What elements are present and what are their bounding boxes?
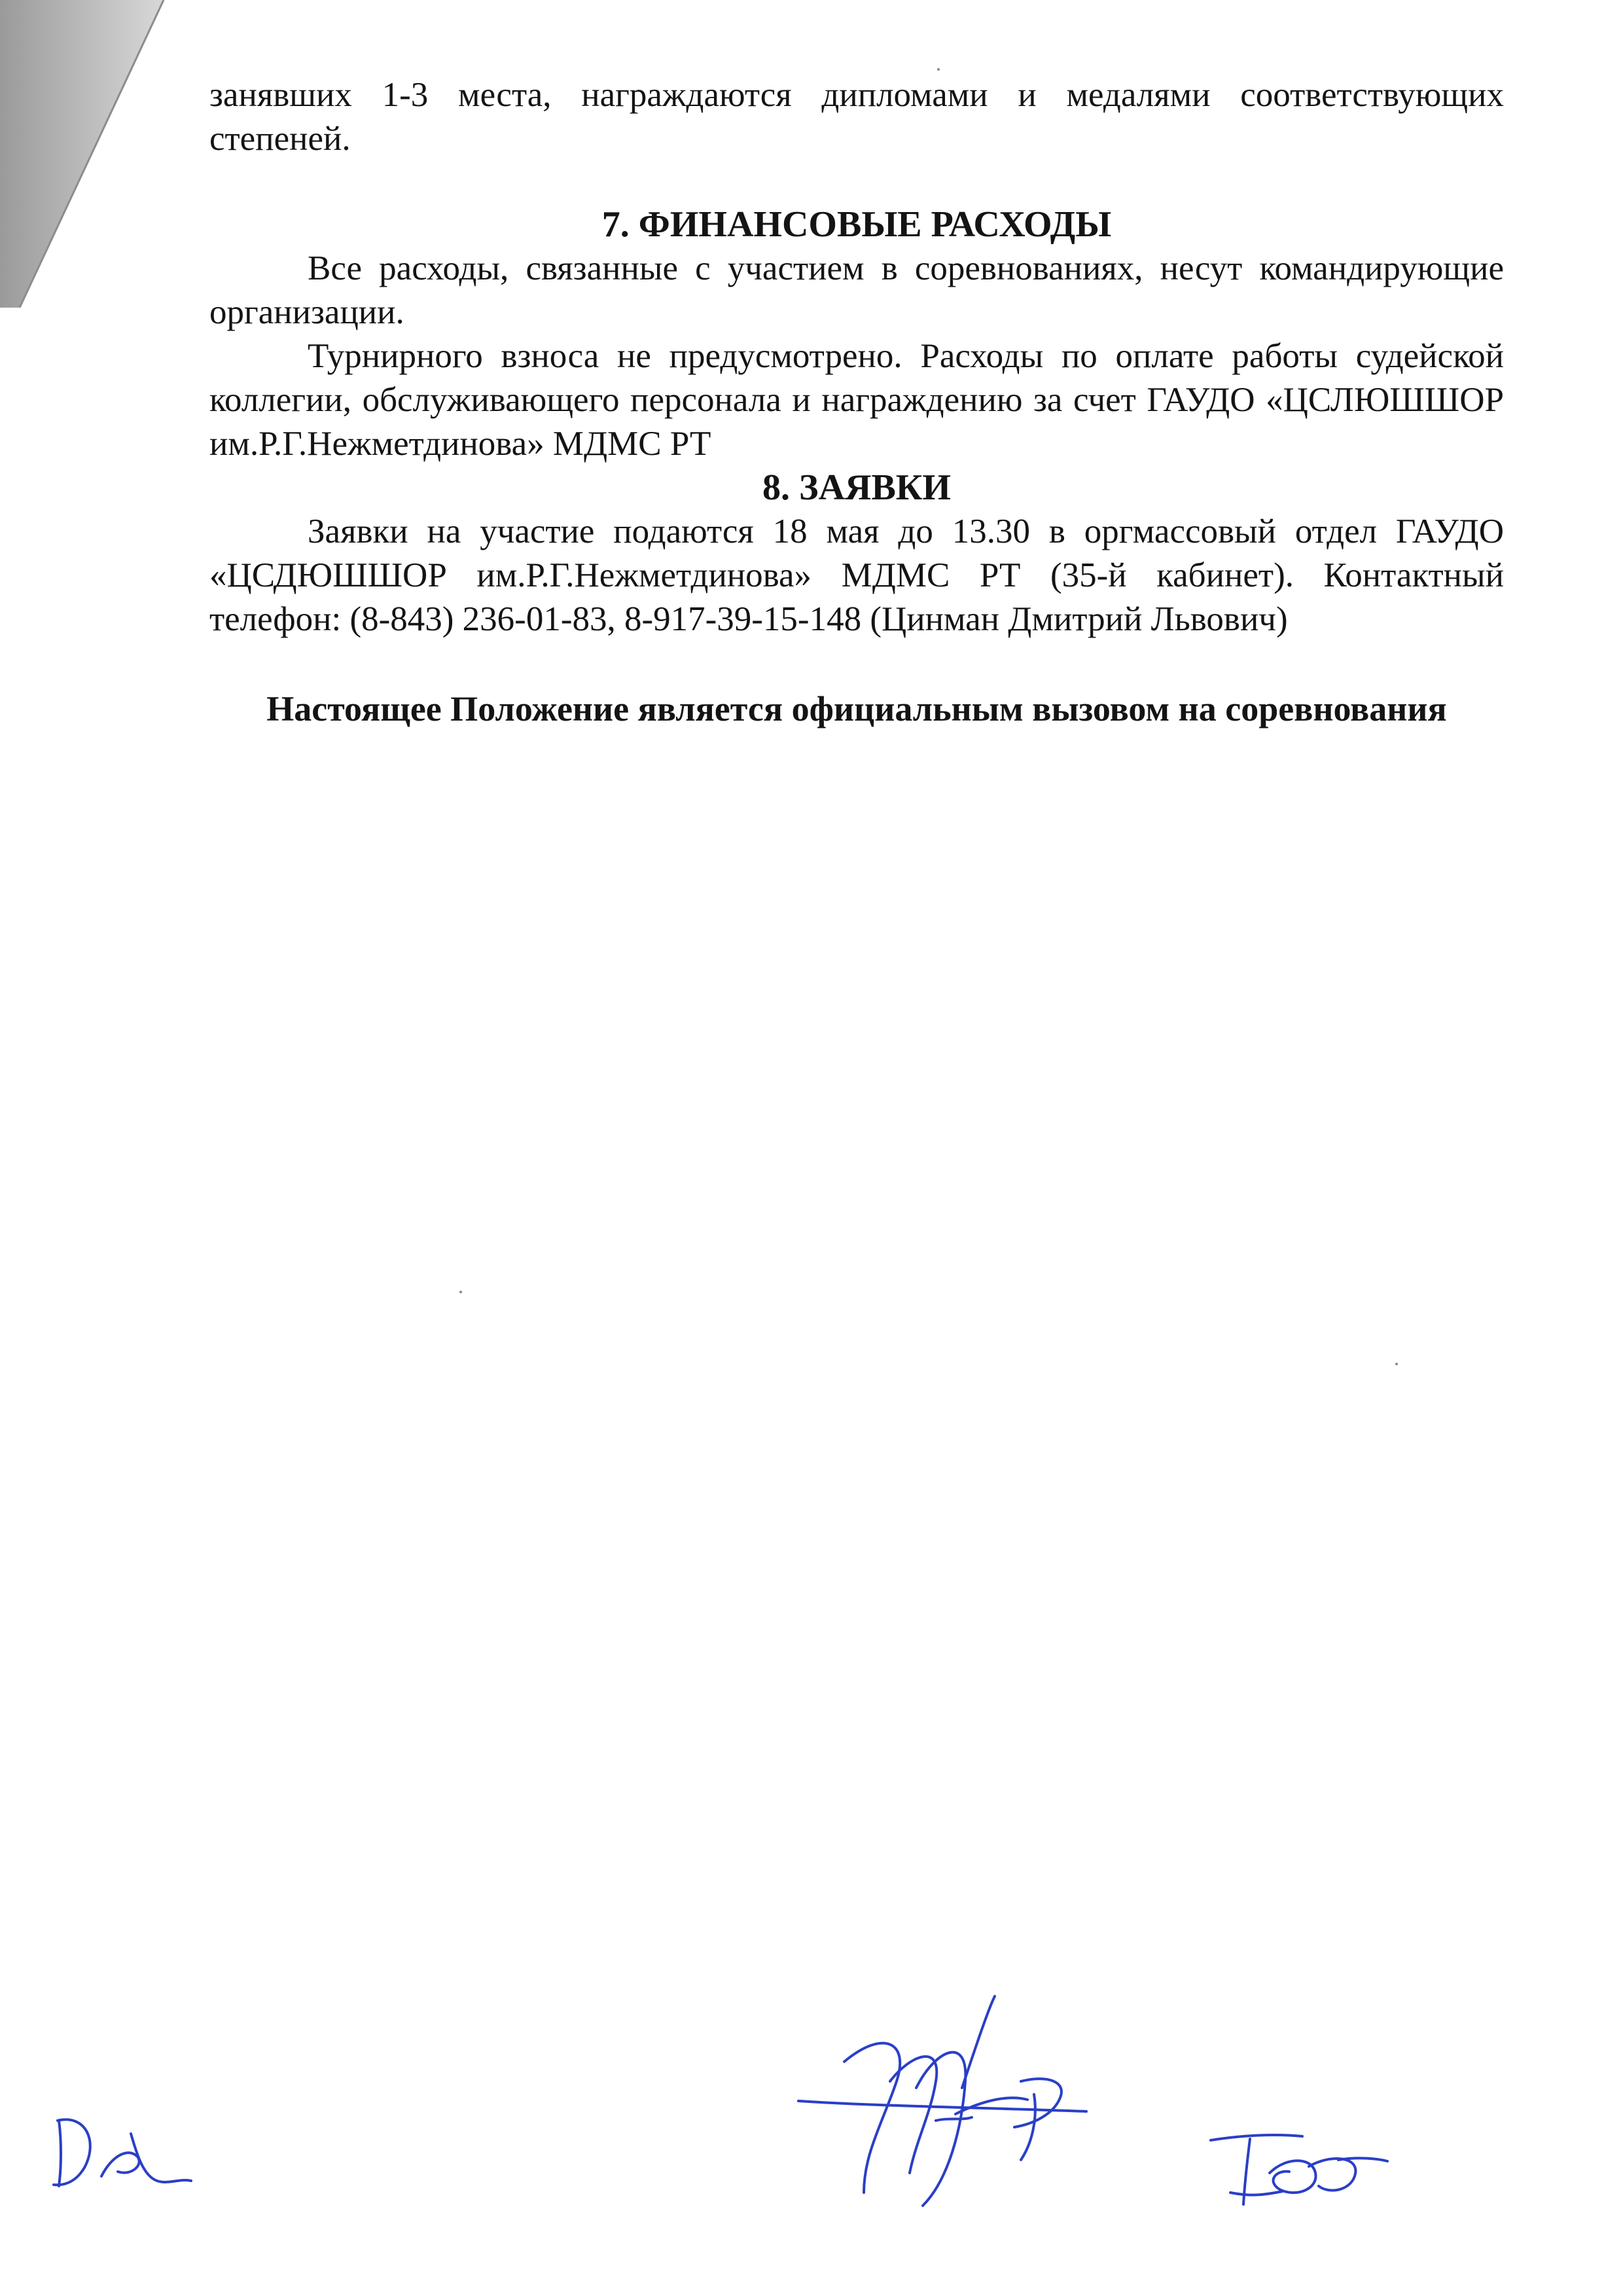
section-7-paragraph-2: Турнирного взноса не предусмотрено. Расходы по оплате работы судейской коллегии, обслуживающего персонала и награждению за счет ГАУДО «ЦСЛЮШШОР им.Р.Г.Нежметдинова» МДМС РТ — [209, 337, 1504, 463]
document-body — [209, 73, 1504, 731]
section-8-paragraph-1: Заявки на участие подаются 18 мая до 13.30 в оргмассовый отдел ГАУДО «ЦСДЮШШОР им.Р.Г.Нежметдинова» МДМС РТ (35-й кабинет). Контактный телефон: (8-843) 236-01-83, 8-917-39-15-148 (Цинман Дмитрий Львович) — [209, 512, 1504, 638]
scan-speck — [459, 1291, 462, 1293]
scan-speck — [937, 68, 940, 71]
scan-speck — [1395, 1363, 1398, 1365]
continuation-paragraph: занявших 1-3 места, награждаются дипломами и медалями соответствующих степеней. — [209, 76, 1504, 158]
section-8-heading: 8. ЗАЯВКИ — [762, 467, 951, 508]
section-7-paragraph-1: Все расходы, связанные с участием в соревнованиях, несут командирующие организации. — [209, 249, 1504, 331]
handwritten-signature-right — [1204, 2121, 1394, 2212]
section-7-heading: 7. ФИНАНСОВЫЕ РАСХОДЫ — [601, 204, 1112, 245]
handwritten-signature-center — [785, 1983, 1093, 2225]
handwritten-signature-left — [39, 2094, 209, 2199]
official-call-statement: Настоящее Положение является официальным вызовом на соревнования — [266, 689, 1447, 728]
